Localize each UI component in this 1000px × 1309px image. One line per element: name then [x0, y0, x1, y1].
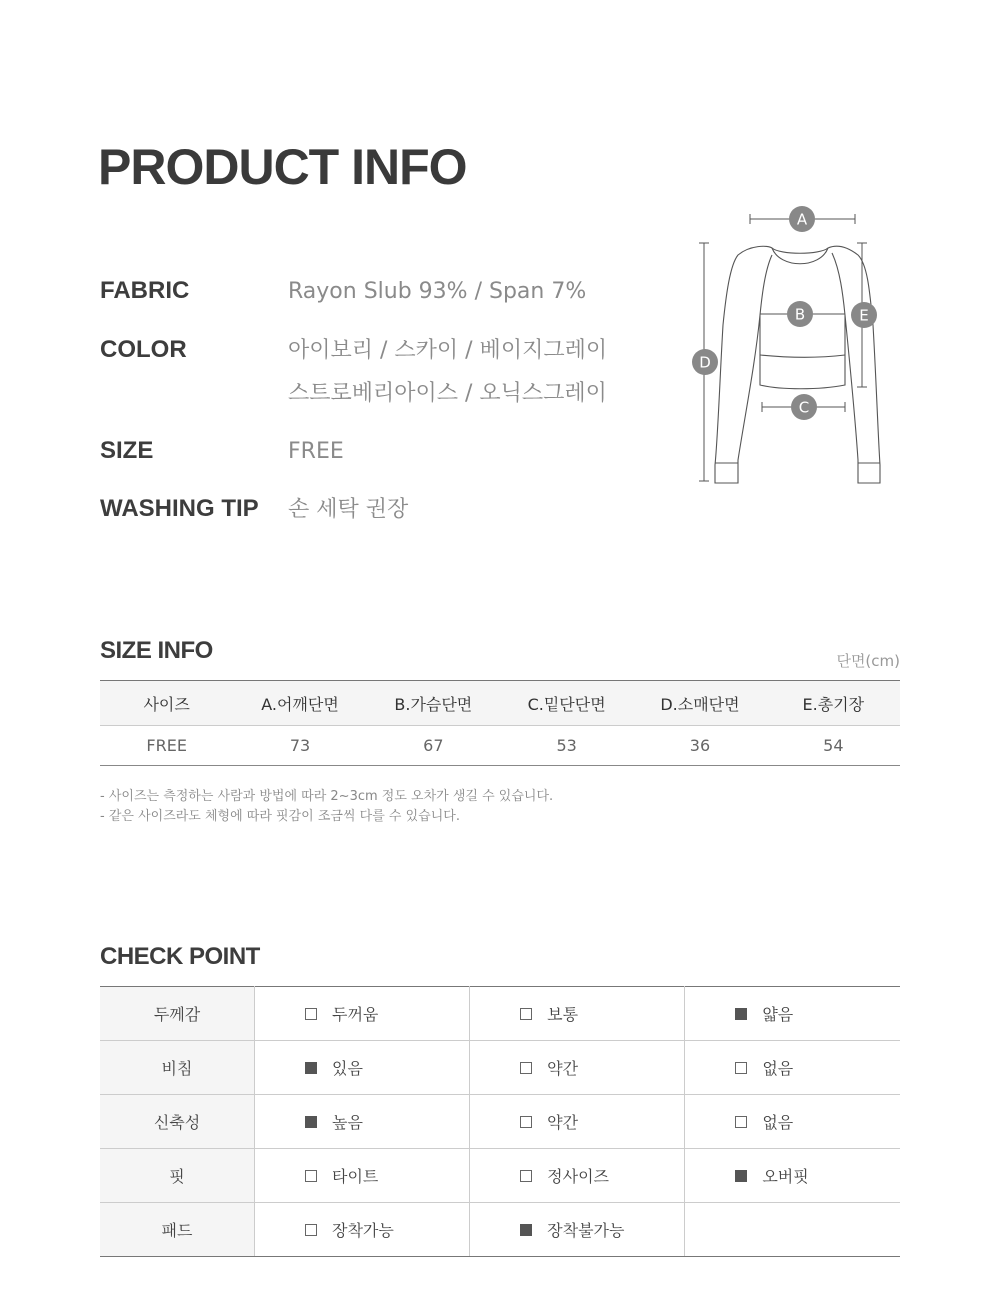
check-option-label: 두꺼움: [332, 1005, 379, 1024]
check-option-label: 장착불가능: [547, 1221, 625, 1240]
checked-box-icon: [520, 1224, 532, 1236]
table-row: [100, 1149, 900, 1203]
check-option-label: 약간: [547, 1059, 579, 1078]
table-row: [100, 1095, 900, 1149]
size-unit-label: 단면(cm): [836, 652, 900, 670]
check-option: [685, 1203, 900, 1257]
size-col-hem: C.밑단단면: [500, 681, 633, 726]
fabric-label: FABRIC: [100, 277, 190, 304]
svg-text:C: C: [798, 398, 810, 417]
size-cell: 67: [367, 726, 500, 766]
table-row: [100, 726, 900, 766]
garment-measurement-diagram: [690, 205, 915, 490]
check-option-label: 약간: [547, 1113, 579, 1132]
check-point-table: [100, 986, 900, 1257]
marker-d: [692, 349, 718, 375]
check-option: [685, 1095, 900, 1149]
check-option: [685, 987, 900, 1041]
unchecked-box-icon: [520, 1170, 532, 1182]
unchecked-box-icon: [520, 1116, 532, 1128]
unchecked-box-icon: [305, 1170, 317, 1182]
color-label: COLOR: [100, 336, 187, 363]
size-col-sleeve: D.소매단면: [633, 681, 766, 726]
svg-text:B: B: [794, 305, 806, 324]
check-option: [685, 1041, 900, 1095]
marker-a: [789, 206, 815, 232]
check-option: [685, 1149, 900, 1203]
check-row-label: 두께감: [100, 987, 255, 1041]
color-line-1: 아이보리 / 스카이 / 베이지그레이: [288, 338, 608, 363]
unchecked-box-icon: [735, 1062, 747, 1074]
washing-value: 손 세탁 권장: [288, 497, 409, 522]
checked-box-icon: [305, 1116, 317, 1128]
color-line-2: 스트로베리아이스 / 오닉스그레이: [288, 381, 607, 406]
check-option: [470, 1149, 685, 1203]
check-option-label: 높음: [332, 1113, 363, 1132]
washing-label: WASHING TIP: [100, 495, 259, 522]
marker-b: [787, 301, 813, 327]
size-value: FREE: [288, 439, 344, 464]
svg-text:A: A: [796, 210, 808, 229]
unchecked-box-icon: [305, 1008, 317, 1020]
check-option: [255, 1095, 470, 1149]
marker-e: [851, 302, 877, 328]
color-value: [288, 329, 607, 415]
svg-text:E: E: [859, 306, 869, 325]
size-table: [100, 680, 900, 766]
check-option: [470, 1041, 685, 1095]
size-notes: [100, 787, 553, 827]
checked-box-icon: [305, 1062, 317, 1074]
svg-text:D: D: [699, 353, 711, 372]
check-option-label: 정사이즈: [547, 1167, 609, 1186]
check-option: [470, 1095, 685, 1149]
size-col-length: E.총기장: [767, 681, 900, 726]
garment-outline: [715, 246, 880, 483]
size-cell: 36: [633, 726, 766, 766]
size-cell: 53: [500, 726, 633, 766]
check-option-label: 보통: [547, 1005, 579, 1024]
check-option: [470, 987, 685, 1041]
check-row-label: 핏: [100, 1149, 255, 1203]
unchecked-box-icon: [305, 1224, 317, 1236]
check-option-label: 타이트: [332, 1167, 379, 1186]
size-label: SIZE: [100, 437, 154, 464]
size-cell: 54: [767, 726, 900, 766]
unchecked-box-icon: [520, 1062, 532, 1074]
size-cell: 73: [233, 726, 366, 766]
size-note: - 사이즈는 측정하는 사람과 방법에 따라 2~3cm 정도 오차가 생길 수 있습니다.: [100, 789, 554, 804]
check-row-label: 패드: [100, 1203, 255, 1257]
size-col-shoulder: A.어깨단면: [233, 681, 366, 726]
measurement-lines: [699, 214, 867, 481]
check-row-label: 신축성: [100, 1095, 255, 1149]
checked-box-icon: [735, 1170, 747, 1182]
check-option-label: 얇음: [762, 1005, 794, 1024]
check-option-label: 없음: [762, 1059, 794, 1078]
check-option: [255, 1203, 470, 1257]
check-point-title: CHECK POINT: [100, 943, 260, 970]
table-row: [100, 1041, 900, 1095]
size-col-size: 사이즈: [100, 681, 233, 726]
check-option-label: 없음: [762, 1113, 794, 1132]
unchecked-box-icon: [735, 1116, 747, 1128]
page-title: PRODUCT INFO: [98, 139, 467, 195]
table-row: [100, 1203, 900, 1257]
check-option-label: 장착가능: [332, 1221, 394, 1240]
size-cell: FREE: [100, 726, 233, 766]
check-option: [255, 987, 470, 1041]
size-table-header: [100, 681, 900, 726]
check-option: [470, 1203, 685, 1257]
check-option-label: 있음: [332, 1059, 363, 1078]
check-option: [255, 1041, 470, 1095]
size-col-chest: B.가슴단면: [367, 681, 500, 726]
size-note: - 같은 사이즈라도 체형에 따라 핏감이 조금씩 다를 수 있습니다.: [100, 809, 460, 824]
check-option: [255, 1149, 470, 1203]
unchecked-box-icon: [520, 1008, 532, 1020]
checked-box-icon: [735, 1008, 747, 1020]
marker-c: [791, 394, 817, 420]
size-info-title: SIZE INFO: [100, 637, 213, 664]
table-row: [100, 987, 900, 1041]
check-option-label: 오버핏: [762, 1167, 809, 1186]
fabric-value: Rayon Slub 93% / Span 7%: [288, 279, 587, 304]
check-row-label: 비침: [100, 1041, 255, 1095]
